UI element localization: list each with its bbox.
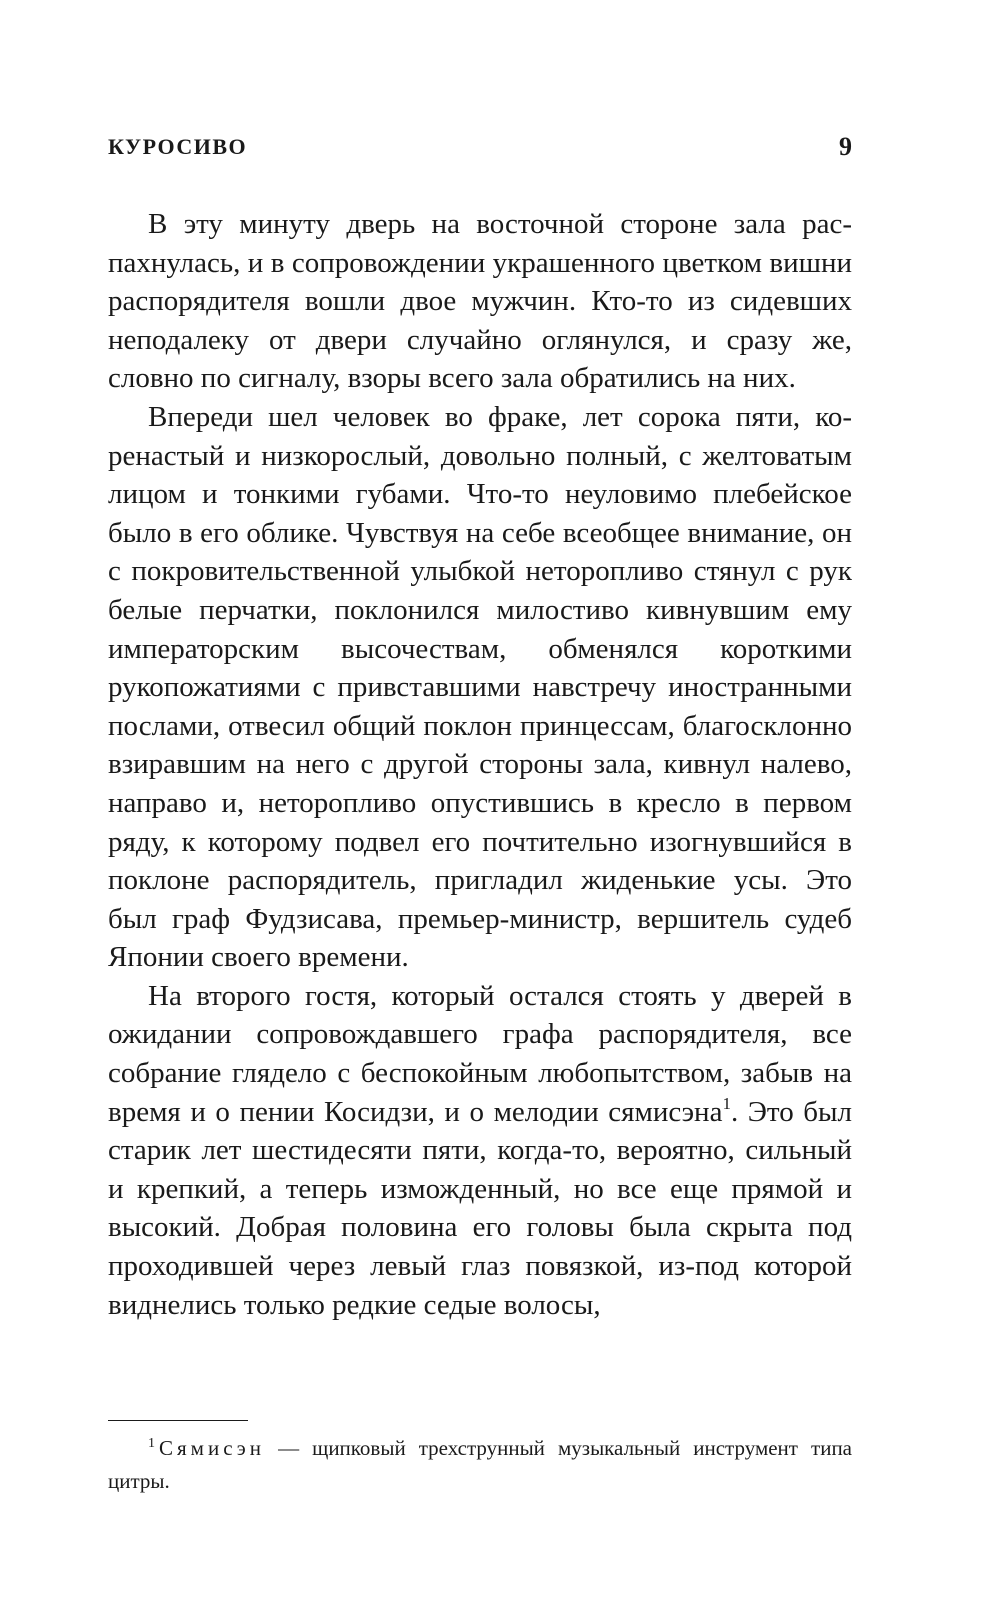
footnote-mark: 1	[148, 1436, 155, 1451]
paragraph-3-text-start: На второго гостя, который остался стоять у дверей в ожидании сопровождавшего графа распорядителя, все собрание глядело с беспокойным любопытством, забыв на время и о пении Косидзи, и о мелодии сямисэна	[108, 979, 852, 1128]
paragraph-2: Впереди шел человек во фраке, лет сорока пяти, коренастый и низкорослый, довольно полный, с желтоватым лицом и тонкими губами. Что-то неуловимо плебейское было в его облике. Чувствуя на себе всеобщее внимание, он с покровительственной улыбкой неторопливо стянул с рук белые перчатки, поклонился милостиво кивнувшим ему императорским высочествам, обменялся короткими рукопожатиями с привставшими навстречу иностранными послами, отвесил общий поклон принцессам, благосклонно взиравшим на него с другой стороны зала, кивнул налево, направо и, неторопливо опустившись в кресло в первом ряду, к которому подвел его почтительно изогнувшийся в поклоне распорядитель, пригладил жиденькие усы. Это был граф Фудзисава, премьер-министр, вершитель судеб Японии своего времени.	[108, 400, 852, 974]
footnote	[108, 1432, 852, 1498]
footnote-divider	[108, 1420, 248, 1421]
footnote-term: Сямисэн	[159, 1436, 266, 1460]
paragraph-3-text-end: . Это был старик лет шестидесяти пяти, когда-то, вероятно, сильный и крепкий, а теперь изможденный, но все еще прямой и высокий. Добрая половина его головы была скрыта под проходившей через левый глаз повязкой, из-под которой виднелись только редкие седые волосы,	[108, 1095, 852, 1321]
footnote-reference: 1	[722, 1093, 731, 1113]
running-title: КУРОСИВО	[108, 134, 248, 159]
running-head	[108, 134, 852, 170]
book-page	[108, 0, 852, 1616]
paragraph-3	[108, 977, 852, 1324]
paragraph-1: В эту минуту дверь на восточной стороне зала распахнулась, и в сопровождении украшенного цветком вишни распорядителя вошли двое мужчин. Кто-то из сидевших неподалеку от двери случайно оглянулся, и сразу же, словно по сигналу, взоры всего зала обратились на них.	[108, 208, 852, 395]
body-text	[108, 205, 852, 1324]
footnote-text: — щипковый трехструнный музыкальный инструмент типа цитры.	[108, 1436, 852, 1493]
page-number: 9	[839, 132, 852, 161]
